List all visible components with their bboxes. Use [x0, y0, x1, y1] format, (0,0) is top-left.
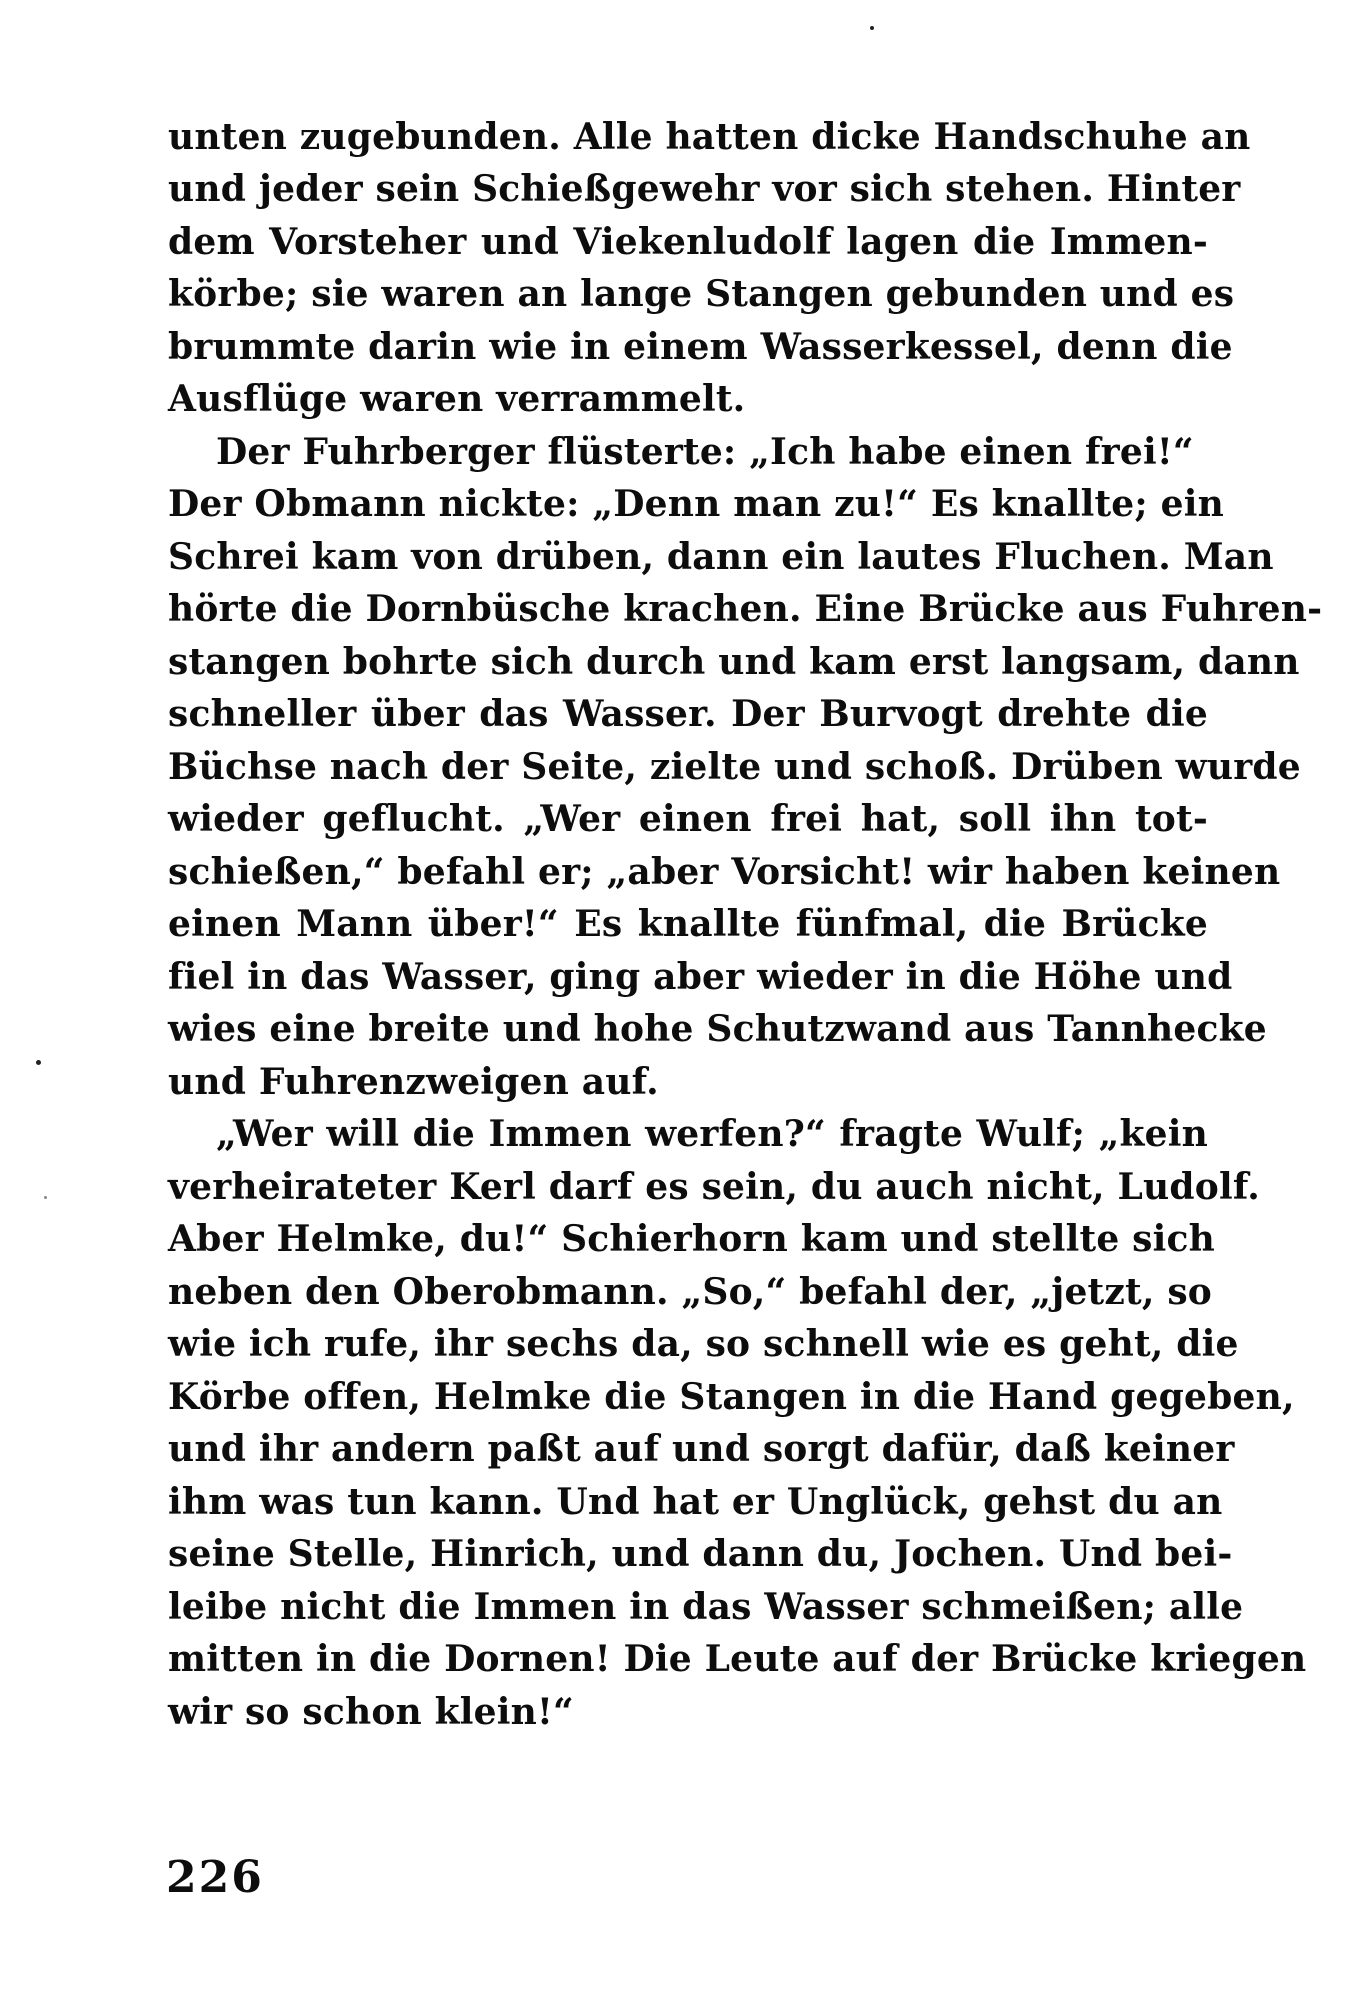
text-line: schneller über das Wasser. Der Burvogt drehte die	[168, 693, 1208, 735]
scan-speck	[870, 26, 874, 30]
text-line: brummte darin wie in einem Wasserkessel, denn die	[168, 326, 1233, 368]
text-line: körbe; sie waren an lange Stangen gebunden und es	[168, 273, 1235, 315]
text-line: und ihr andern paßt auf und sorgt dafür, daß keiner	[168, 1428, 1235, 1470]
text-line: Schrei kam von drüben, dann ein lautes Fluchen. Man	[168, 536, 1274, 578]
text-line: wie ich rufe, ihr sechs da, so schnell wie es geht, die	[168, 1323, 1239, 1365]
scan-speck	[36, 1060, 41, 1065]
text-line: Der Fuhrberger flüsterte: „Ich habe einen frei!“	[216, 431, 1194, 473]
text-line: mitten in die Dornen! Die Leute auf der Brücke kriegen	[168, 1638, 1307, 1680]
text-line: Büchse nach der Seite, zielte und schoß. Drüben wurde	[168, 746, 1301, 788]
text-line: wies eine breite und hohe Schutzwand aus Tannhecke	[168, 1008, 1267, 1050]
text-line: Aber Helmke, du!“ Schierhorn kam und stellte sich	[168, 1218, 1215, 1260]
text-line: seine Stelle, Hinrich, und dann du, Jochen. Und bei-	[168, 1533, 1233, 1575]
text-line: neben den Oberobmann. „So,“ befahl der, „jetzt, so	[168, 1271, 1212, 1313]
text-line: dem Vorsteher und Viekenludolf lagen die Immen-	[168, 221, 1208, 263]
page-number: 226	[166, 1852, 264, 1903]
scan-speck	[44, 1196, 47, 1199]
text-line: verheirateter Kerl darf es sein, du auch nicht, Ludolf.	[168, 1166, 1260, 1208]
text-line: und jeder sein Schießgewehr vor sich stehen. Hinter	[168, 168, 1241, 210]
text-line: unten zugebunden. Alle hatten dicke Handschuhe an	[168, 116, 1251, 158]
text-line: leibe nicht die Immen in das Wasser schmeißen; alle	[168, 1586, 1244, 1628]
text-line: fiel in das Wasser, ging aber wieder in die Höhe und	[168, 956, 1233, 998]
text-line: hörte die Dornbüsche krachen. Eine Brücke aus Fuhren-	[168, 588, 1323, 630]
text-line: Körbe offen, Helmke die Stangen in die Hand gegeben,	[168, 1376, 1295, 1418]
text-line: und Fuhrenzweigen auf.	[168, 1061, 659, 1103]
text-line: ihm was tun kann. Und hat er Unglück, gehst du an	[168, 1481, 1223, 1523]
text-line: Ausflüge waren verrammelt.	[168, 378, 746, 420]
text-line: wir so schon klein!“	[168, 1691, 574, 1733]
text-line: stangen bohrte sich durch und kam erst langsam, dann	[168, 641, 1300, 683]
text-line: „Wer will die Immen werfen?“ fragte Wulf; „kein	[216, 1113, 1208, 1155]
text-line: einen Mann über!“ Es knallte fünfmal, die Brücke	[168, 903, 1208, 945]
text-line: schießen,“ befahl er; „aber Vorsicht! wir haben keinen	[168, 851, 1281, 893]
text-line: wieder geflucht. „Wer einen frei hat, soll ihn tot-	[168, 798, 1208, 840]
text-line: Der Obmann nickte: „Denn man zu!“ Es knallte; ein	[168, 483, 1224, 525]
